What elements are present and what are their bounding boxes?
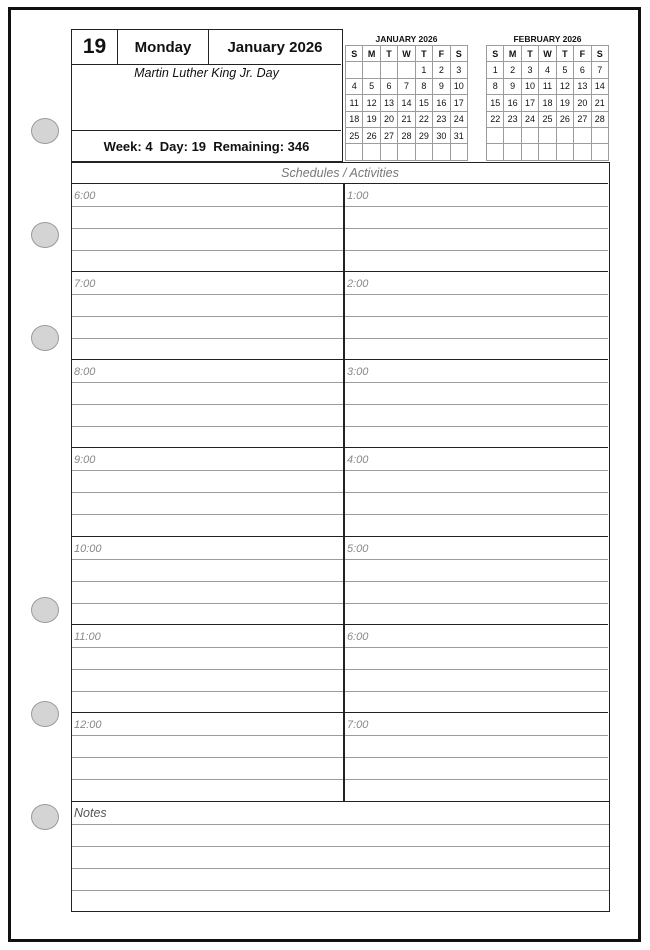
calendar-day-cell: 16 [504,95,521,111]
notes-writing-line [72,824,609,825]
writing-line [345,559,608,560]
calendar-day-cell [504,144,521,160]
weekday-header-cell: S [487,46,504,62]
writing-line [345,206,608,207]
time-slot [345,184,608,272]
calendar-day-cell [504,127,521,143]
writing-line [72,316,343,317]
time-label: 11:00 [74,630,101,643]
time-slot [345,713,608,801]
weekday-header-cell: T [380,46,397,62]
notes-writing-line [72,846,609,847]
binder-hole [31,118,59,144]
calendar-day-cell [398,62,415,78]
calendar-day-cell: 9 [433,78,450,94]
time-slot [345,448,608,536]
calendar-day-cell [521,127,538,143]
calendar-week-row [346,127,468,143]
calendar-day-cell: 20 [380,111,397,127]
calendar-day-cell [487,144,504,160]
writing-line [345,426,608,427]
month-year-label: January 2026 [227,38,323,56]
notes-writing-line [72,890,609,891]
calendar-day-cell [556,144,573,160]
calendar-day-cell: 23 [433,111,450,127]
writing-line [72,514,343,515]
weekday-header-cell: S [591,46,608,62]
time-label: 1:00 [347,190,369,202]
calendar-day-cell: 24 [521,111,538,127]
time-label: 2:00 [347,278,369,291]
time-slot [72,713,343,801]
writing-line [72,581,343,582]
calendar-day-cell [363,144,380,160]
calendar-day-cell [539,144,556,160]
weekday-header-cell: S [346,46,363,62]
calendar-day-cell: 8 [415,78,432,94]
calendar-week-row [346,62,468,78]
time-label: 3:00 [347,366,369,379]
calendar-day-cell [539,127,556,143]
notes-label: Notes [74,806,107,820]
writing-line [72,250,343,251]
mini-calendar-grid [345,45,468,161]
calendar-day-cell: 28 [398,127,415,143]
calendar-day-cell: 7 [591,62,608,78]
calendar-day-cell: 26 [363,127,380,143]
calendar-day-cell: 31 [450,127,467,143]
writing-line [345,470,608,471]
calendar-day-cell: 12 [556,78,573,94]
calendar-day-cell [346,144,363,160]
writing-line [72,382,343,383]
calendar-week-row [487,127,609,143]
calendar-day-cell: 1 [487,62,504,78]
time-slot [345,360,608,448]
binder-hole [31,222,59,248]
calendar-day-cell [591,144,608,160]
schedule-grid [71,162,610,802]
time-label: 7:00 [74,278,96,291]
calendar-day-cell [574,127,591,143]
writing-line [345,492,608,493]
calendar-day-cell: 29 [415,127,432,143]
calendar-day-cell: 25 [346,127,363,143]
mini-calendar-january [345,33,468,161]
binder-hole [31,804,59,830]
weekday-header-cell: F [574,46,591,62]
binder-hole [31,325,59,351]
calendar-day-cell: 16 [433,95,450,111]
mini-calendar-february [486,33,609,161]
time-slot [345,625,608,713]
calendar-day-cell: 20 [574,95,591,111]
time-slot [345,272,608,360]
mini-calendar-title: JANUARY 2026 [375,34,438,44]
calendar-day-cell: 14 [398,95,415,111]
calendar-week-row [346,95,468,111]
calendar-day-cell [591,127,608,143]
schedule-title: Schedules / Activities [72,163,608,184]
writing-line [345,669,608,670]
weekday-header-cell: W [539,46,556,62]
calendar-day-cell: 21 [591,95,608,111]
calendar-day-cell: 10 [521,78,538,94]
writing-line [345,514,608,515]
calendar-day-cell [346,62,363,78]
writing-line [72,492,343,493]
weekday-header-cell: S [450,46,467,62]
time-label: 5:00 [347,542,369,555]
calendar-day-cell: 17 [521,95,538,111]
writing-line [345,735,608,736]
time-slot [345,537,608,625]
calendar-day-cell [450,144,467,160]
weekday-header-cell: T [521,46,538,62]
mini-calendar-title: FEBRUARY 2026 [513,34,582,44]
writing-line [345,581,608,582]
calendar-day-cell: 19 [556,95,573,111]
calendar-day-cell [363,62,380,78]
writing-line [72,294,343,295]
writing-line [72,603,343,604]
calendar-day-cell: 14 [591,78,608,94]
time-slot [72,537,343,625]
writing-line [72,691,343,692]
calendar-week-row [487,62,609,78]
writing-line [345,779,608,780]
calendar-day-cell: 9 [504,78,521,94]
weekday-header-cell: F [433,46,450,62]
writing-line [72,735,343,736]
writing-line [345,647,608,648]
binder-hole [31,701,59,727]
calendar-day-cell: 5 [363,78,380,94]
calendar-week-row [346,111,468,127]
calendar-day-cell [380,144,397,160]
calendar-day-cell: 2 [504,62,521,78]
calendar-day-cell: 28 [591,111,608,127]
calendar-day-cell [398,144,415,160]
calendar-day-cell: 8 [487,78,504,94]
weekday-header-row [487,46,609,62]
time-label: 7:00 [347,718,369,731]
writing-line [72,559,343,560]
writing-line [72,206,343,207]
calendar-day-cell: 13 [380,95,397,111]
calendar-day-cell: 13 [574,78,591,94]
writing-line [345,228,608,229]
calendar-day-cell: 1 [415,62,432,78]
calendar-week-row [487,111,609,127]
time-label: 4:00 [347,454,369,467]
binder-hole [31,597,59,623]
calendar-week-row [487,95,609,111]
writing-line [345,294,608,295]
calendar-day-cell: 25 [539,111,556,127]
calendar-day-cell [574,144,591,160]
schedule-column-afternoon [345,184,608,801]
weekday-header-cell: M [363,46,380,62]
calendar-day-cell [433,144,450,160]
calendar-day-cell [415,144,432,160]
calendar-day-cell: 12 [363,95,380,111]
writing-line [72,470,343,471]
calendar-day-cell: 27 [380,127,397,143]
writing-line [72,757,343,758]
writing-line [72,647,343,648]
calendar-day-cell: 6 [380,78,397,94]
weekday-header-cell: T [556,46,573,62]
calendar-day-cell [556,127,573,143]
time-label: 6:00 [74,190,96,202]
calendar-day-cell: 18 [346,111,363,127]
date-header [71,29,343,162]
calendar-day-cell: 6 [574,62,591,78]
calendar-day-cell: 21 [398,111,415,127]
weekday-header-row [346,46,468,62]
notes-section [71,801,610,912]
weekday-header-cell: W [398,46,415,62]
date-header-row [72,30,341,65]
calendar-day-cell: 4 [539,62,556,78]
writing-line [72,669,343,670]
writing-line [345,603,608,604]
writing-line [345,404,608,405]
calendar-day-cell: 2 [433,62,450,78]
calendar-day-cell: 23 [504,111,521,127]
calendar-day-cell: 7 [398,78,415,94]
time-slot [72,360,343,448]
weekday-header-cell: T [415,46,432,62]
calendar-day-cell: 22 [415,111,432,127]
calendar-day-cell: 22 [487,111,504,127]
calendar-day-cell: 15 [415,95,432,111]
calendar-day-cell: 17 [450,95,467,111]
writing-line [72,228,343,229]
holiday-label: Martin Luther King Jr. Day [134,66,279,80]
calendar-day-cell: 27 [574,111,591,127]
calendar-week-row [487,144,609,160]
schedule-column-morning [72,184,343,801]
calendar-day-cell: 10 [450,78,467,94]
writing-line [72,338,343,339]
time-label: 12:00 [74,718,102,731]
writing-line [345,382,608,383]
calendar-day-cell: 26 [556,111,573,127]
writing-line [345,338,608,339]
calendar-day-cell: 3 [521,62,538,78]
writing-line [72,404,343,405]
calendar-day-cell [521,144,538,160]
writing-line [345,691,608,692]
calendar-day-cell [487,127,504,143]
calendar-day-cell: 18 [539,95,556,111]
time-slot [72,184,343,272]
notes-writing-line [72,868,609,869]
calendar-day-cell: 5 [556,62,573,78]
writing-line [72,426,343,427]
calendar-week-row [346,78,468,94]
calendar-day-cell: 15 [487,95,504,111]
calendar-day-cell: 4 [346,78,363,94]
writing-line [345,316,608,317]
calendar-week-row [346,144,468,160]
calendar-day-cell [380,62,397,78]
writing-line [345,757,608,758]
time-label: 6:00 [347,630,369,643]
time-slot [72,448,343,536]
calendar-day-cell: 11 [539,78,556,94]
weekday-header-cell: M [504,46,521,62]
calendar-day-cell: 19 [363,111,380,127]
calendar-week-row [487,78,609,94]
calendar-day-cell: 11 [346,95,363,111]
writing-line [345,250,608,251]
time-slot [72,625,343,713]
weekday-label: Monday [118,30,209,64]
calendar-day-cell: 30 [433,127,450,143]
writing-line [72,779,343,780]
day-number: 19 [72,30,118,64]
time-slot [72,272,343,360]
calendar-day-cell: 24 [450,111,467,127]
time-label: 9:00 [74,454,96,467]
day-stats: Week: 4 Day: 19 Remaining: 346 [72,130,341,161]
calendar-day-cell: 3 [450,62,467,78]
mini-calendar-grid [486,45,609,161]
time-label: 8:00 [74,366,96,379]
time-label: 10:00 [74,542,102,555]
